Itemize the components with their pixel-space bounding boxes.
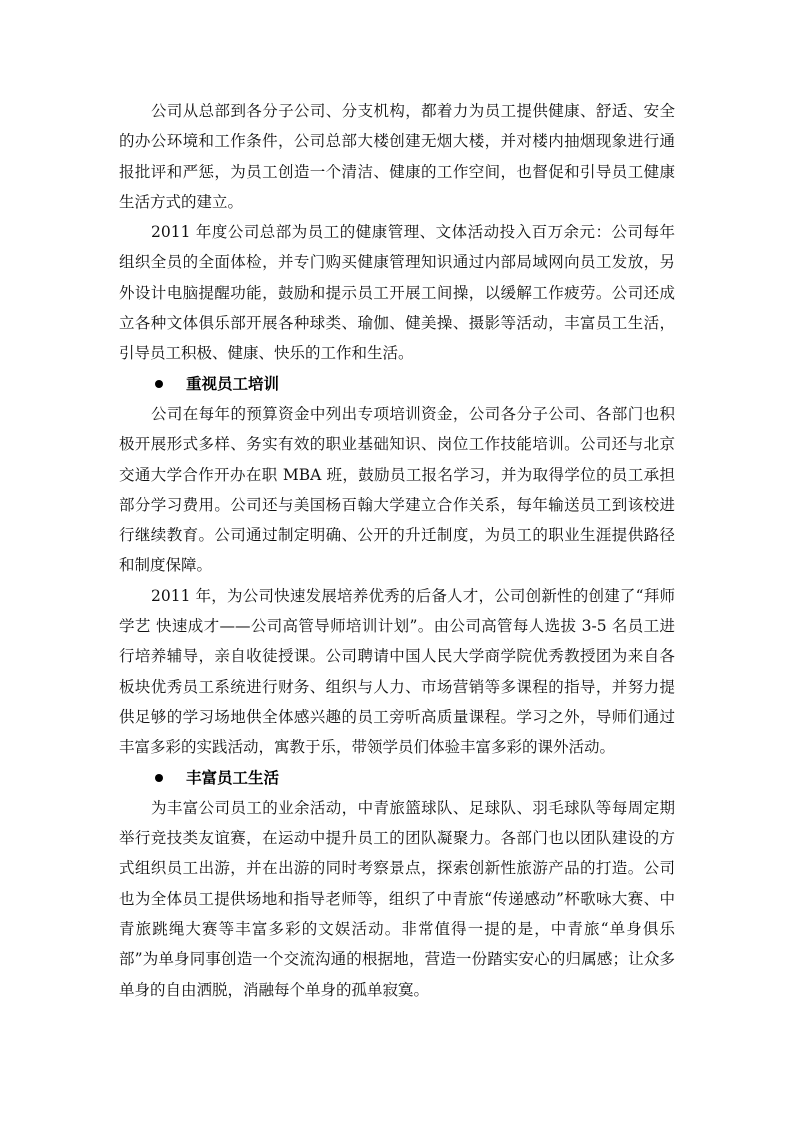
bullet-icon xyxy=(155,380,163,388)
section-heading-training xyxy=(119,369,675,399)
paragraph-office-environment: 公司从总部到各分子公司、分支机构，都着力为员工提供健康、舒适、安全的办公环境和工作条件，公司总部大楼创建无烟大楼，并对楼内抽烟现象进行通报批评和严惩，为员工创造一个清洁、健康的工作空间，也督促和引导员工健康生活方式的建立。 xyxy=(119,102,675,211)
paragraph-training-budget: 公司在每年的预算资金中列出专项培训资金，公司各分子公司、各部门也积极开展形式多样、务实有效的职业基础知识、岗位工作技能培训。公司还与北京交通大学合作开办在职 MBA 班，鼓励员工报名学习，并为取得学位的员工承担部分学习费用。公司还与美国杨百翰大学建立合作关系，每年输送员工到该校进行继续教育。公司通过制定明确、公开的升迁制度，为员工的职业生涯提供路径和制度保障。 xyxy=(119,404,675,575)
document-body xyxy=(119,96,675,1005)
section-heading-employee-life xyxy=(119,763,675,793)
paragraph-mentor-program: 2011 年，为公司快速发展培养优秀的后备人才，公司创新性的创建了“拜师学艺 快速成才——公司高管导师培训计划”。由公司高管每人选拔 3-5 名员工进行培养辅导，亲自收徒授课。公司聘请中国人民大学商学院优秀教授团为来自各板块优秀员工系统进行财务、组织与人力、市场营销等多课程的指导，并努力提供足够的学习场地供全体感兴趣的员工旁听高质量课程。学习之外，导师们通过丰富多彩的实践活动，寓教于乐，带领学员们体验丰富多彩的课外活动。 xyxy=(119,586,675,757)
paragraph-health-investment: 2011 年度公司总部为员工的健康管理、文体活动投入百万余元：公司每年组织全员的全面体检，并专门购买健康管理知识通过内部局域网向员工发放，另外设计电脑提醒功能，鼓励和提示员工开展工间操，以缓解工作疲劳。公司还成立各种文体俱乐部开展各种球类、瑜伽、健美操、摄影等活动，丰富员工生活，引导员工积极、健康、快乐的工作和生活。 xyxy=(119,223,675,363)
section-heading-employee-life-text: 丰富员工生活 xyxy=(186,768,280,787)
bullet-icon xyxy=(155,774,163,782)
section-heading-training-text: 重视员工培训 xyxy=(186,374,280,393)
paragraph-leisure-activities: 为丰富公司员工的业余活动，中青旅篮球队、足球队、羽毛球队等每周定期举行竞技类友谊赛，在运动中提升员工的团队凝聚力。各部门也以团队建设的方式组织员工出游，并在出游的同时考察景点，探索创新性旅游产品的打造。公司也为全体员工提供场地和指导老师等，组织了中青旅“传递感动”杯歌咏大赛、中青旅跳绳大赛等丰富多彩的文娱活动。非常值得一提的是，中青旅“单身俱乐部”为单身同事创造一个交流沟通的根据地，营造一份踏实安心的归属感；让众多单身的自由洒脱，消融每个单身的孤单寂寞。 xyxy=(119,798,675,999)
